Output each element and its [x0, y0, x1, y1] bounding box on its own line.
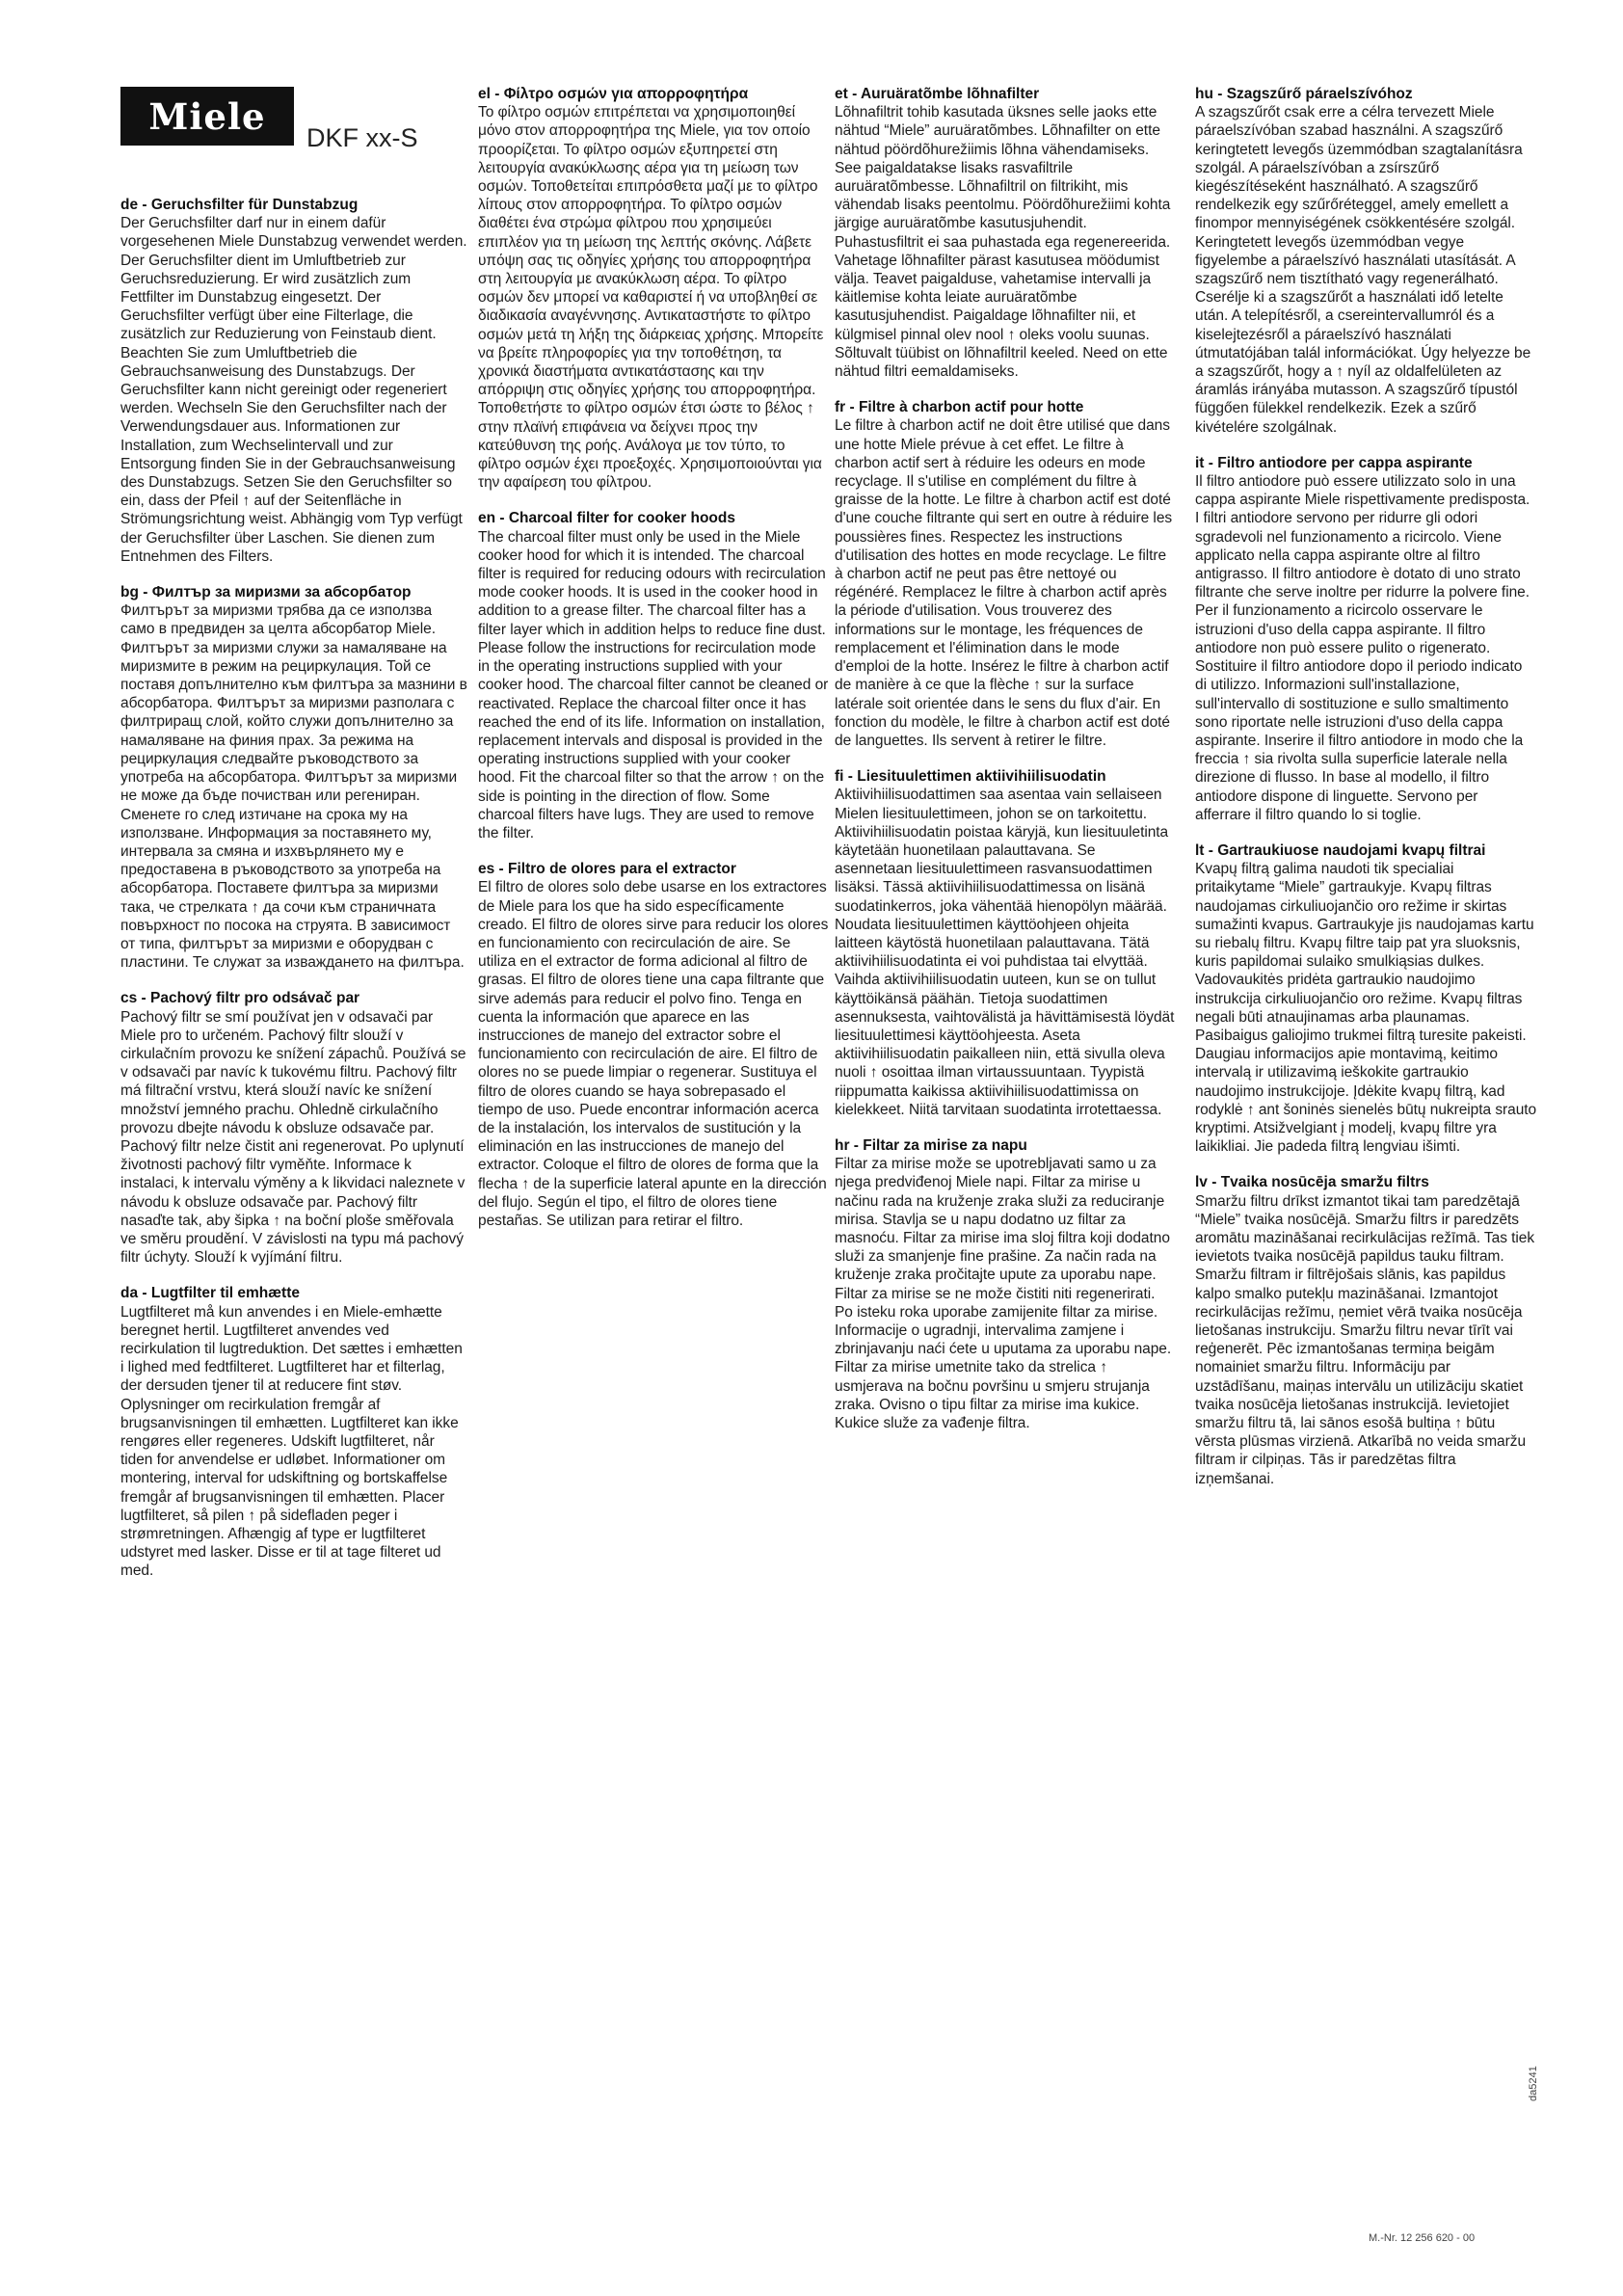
section-hr: [835, 1136, 1177, 1432]
section-title: hu - Szagszűrő páraelszívóhoz: [1195, 86, 1413, 102]
section-text: Kvapų filtrą galima naudoti tik specialiai pritaikytame “Miele” gartraukyje. Kvapų filtras naudojamas cirkuliuojančio oro režime ir skirtas sumažinti kvapus. Gartraukyje jis naudojamas kartu su riebalų filtru. Kvapų filtre taip pat yra sluoksnis, kuris papildomai sulaiko smulkiąsias dulkes. Vadovaukitės pridėta gartraukio naudojimo instrukcija cirkuliuojančio oro režime. Kvapų filtras negali būti atnaujinamas arba plaunamas. Pasibaigus galiojimo trukmei filtrą turesite pakeisti. Daugiau informacijos apie montavimą, keitimo intervalą ir utilizavimą ieškokite gartraukio naudojimo instrukcijoje. Įdėkite kvapų filtrą, kad rodyklė ↑ ant šoninės sienelės būtų nukreipta srauto kryptimi. Atsižvelgiant į modelį, kvapų filtre yra laikikliai. Jie padeda filtrą lengviau išimti.: [1195, 861, 1537, 1156]
section-text: Le filtre à charbon actif ne doit être utilisé que dans une hotte Miele prévue à cet effet. Le filtre à charbon actif sert à réduire les odeurs en mode recyclage. Il s'utilise en complément du filtre à graisse de la hotte. Le filtre à charbon actif est doté d'une couche filtrante qui sert en outre à réduire les poussières fines. Respectez les instructions d'utilisation des hottes en mode recyclage. Le filtre à charbon actif ne peut pas être nettoyé ou régénéré. Remplacez le filtre à charbon actif après la période d'utilisation. Vous trouverez des informations sur le montage, les fréquences de remplacement et l'élimination dans le mode d'emploi de la hotte. Insérez le filtre à charbon actif de manière à ce que la flèche ↑ sur la surface latérale soit orientée dans le sens du flux d'air. En fonction du modèle, le filtre à charbon actif est doté de languettes. Ils servent à retirer le filtre.: [835, 417, 1173, 749]
section-text: Lugtfilteret må kun anvendes i en Miele-emhætte beregnet hertil. Lugtfilteret anvendes ved recirkulation til lugtreduktion. Det sættes i emhætten i lighed med fedtfilteret. Lugtfilteret har et filterlag, der dersuden tjener til at reducere fint støv. Oplysninger om recirkulation fremgår af brugsanvisningen til emhætten. Lugtfilteret kan ikke rengøres eller regeneres. Udskift lugtfilteret, når tiden for anvendelse er udløbet. Informationer om montering, interval for udskiftning og bortskaffelse fremgår af brugsanvisningen til emhætten. Placer lugtfilteret, så pilen ↑ på sidefladen peger i strømretningen. Afhængig af type er lugtfilteret udstyret med lasker. Disse er til at tage filteret ud med.: [120, 1303, 463, 1580]
section-title: es - Filtro de olores para el extractor: [478, 861, 736, 878]
section-text: El filtro de olores solo debe usarse en los extractores de Miele para los que ha sido específicamente creado. El filtro de olores sirve para reducir los olores en funcionamiento con recirculación de aire. Se utiliza en el extractor de forma adicional al filtro de grasas. El filtro de olores tiene una capa filtrante que sirve además para reducir el polvo fino. Tenga en cuenta la información que aparece en las instrucciones de manejo del extractor sobre el funcionamiento con recirculación de aire. El filtro de olores no se puede limpiar o regenerar. Sustituya el filtro de olores cuando se haya sobrepasado el tiempo de uso. Puede encontrar información acerca de la instalación, los intervalos de sustitución y la eliminación en las instrucciones de manejo del extractor. Coloque el filtro de olores de forma que la flecha ↑ de la superficie lateral apunte en la dirección del flujo. Según el tipo, el filtro de olores tiene pestañas. Se utilizan para retirar el filtro.: [478, 879, 829, 1229]
section-lv: [1195, 1173, 1537, 1487]
document-code: da5241: [1528, 2066, 1539, 2101]
section-title: fr - Filtre à charbon actif pour hotte: [835, 399, 1084, 416]
section-lt: [1195, 841, 1537, 1156]
section-text: A szagszűrőt csak erre a célra tervezett Miele páraelszívóban szabad használni. A szagszűrő keringtetett levegős üzemmódban szagtalanításra szolgál. A páraelszívóban a zsírszűrő kiegészítéseként használható. A szagszűrő rendelkezik egy szűrőréteggel, amely emellett a finompor mennyiségének csökkentésére szolgál. Keringtetett levegős üzemmódban vegye figyelembe a páraelszívó használati utasítását. A szagszűrő nem tisztítható vagy regenerálható. Cserélje ki a szagszűrőt a használati idő letelte után. A telepítésről, a csereintervallumról és a kiselejtezésről a páraelszívó használati útmutatójában talál információkat. Úgy helyezze be a szagszűrőt, hogy a ↑ nyíl az oldalfelületen az áramlás irányába mutasson. A szagszűrő típustól függően fülekkel rendelkezik. Ezek a szűrő kivételére szolgálnak.: [1195, 104, 1531, 436]
column-1: [120, 196, 467, 1598]
section-text: The charcoal filter must only be used in the Miele cooker hood for which it is intended. The charcoal filter is required for reducing odours with recirculation mode cooker hoods. It is used in the cooker hood in addition to a grease filter. The charcoal filter has a filter layer which in addition helps to reduce fine dust. Please follow the instructions for recirculation mode in the operating instructions supplied with your cooker hood. The charcoal filter cannot be cleaned or reactivated. Replace the charcoal filter once it has reached the end of its life. Information on installation, replacement intervals and disposal is provided in the operating instructions supplied with your cooker hood. Fit the charcoal filter so that the arrow ↑ on the side is pointing in the direction of flow. Some charcoal filters have lugs. They are used to remove the filter.: [478, 528, 829, 841]
section-it: [1195, 454, 1537, 824]
column-2: [478, 85, 830, 1247]
section-text: Lõhnafiltrit tohib kasutada üksnes selle jaoks ette nähtud “Miele” auruäratõmbes. Lõhnafilter on ette nähtud pöördõhurežiimis lõhna vähendamiseks. See paigaldatakse lisaks rasvafiltrile auruäratõmbesse. Lõhnafiltril on filtrikiht, mis vähendab lisaks peentolmu. Pöördõhurežiimi kohta järgige auruäratõmbe kasutusjuhendit. Puhastusfiltrit ei saa puhastada ega regenereerida. Vahetage lõhnafilter pärast kasutusea möödumist välja. Teavet paigalduse, vahetamise intervalli ja käitlemise kohta leiate auruäratõmbe kasutusjuhendist. Paigaldage lõhnafilter nii, et külgmisel pinnal olev nool ↑ oleks voolu suunas. Sõltuvalt tüübist on lõhnafiltril keeled. Need on ette nähtud filtri eemaldamiseks.: [835, 104, 1171, 381]
section-title: cs - Pachový filtr pro odsávač par: [120, 990, 360, 1007]
section-text: Filtar za mirise može se upotrebljavati samo u za njega predviđenoj Miele napi. Filtar za mirise u načinu rada na kruženje zraka služi za reduciranje mirisa. Stavlja se u napu dodatno uz filtar za masnoću. Filtar za mirise ima sloj filtra koji dodatno služi za smanjenje fine prašine. Za način rada na kruženje zraka pročitajte upute za uporabu nape. Filtar za mirise se ne može čistiti niti regenerirati. Po isteku roka uporabe zamijenite filtar za mirise. Informacije o ugradnji, intervalima zamjene i zbrinjavanju naći ćete u uputama za uporabu nape. Filtar za mirise umetnite tako da strelica ↑ usmjerava na bočnu površinu u smjeru strujanja zraka. Ovisno o tipu filtar za mirise ima kukice. Kukice služe za vađenje filtra.: [835, 1156, 1172, 1432]
section-et: [835, 85, 1177, 381]
section-fi: [835, 767, 1177, 1119]
section-es: [478, 860, 830, 1230]
section-title: bg - Филтър за миризми за абсорбатор: [120, 584, 412, 601]
section-text: Il filtro antiodore può essere utilizzato solo in una cappa aspirante Miele rispettivamente predisposta. I filtri antiodore servono per ridurre gli odori sgradevoli nel funzionamento a ricircolo. Viene applicato nella cappa aspirante oltre al filtro antigrasso. Il filtro antiodore è dotato di uno strato filtrante che serve inoltre per ridurre la polvere fine. Per il funzionamento a ricircolo osservare le istruzioni d'uso della cappa aspirante. Il filtro antiodore non può essere pulito o rigenerato. Sostituire il filtro antiodore dopo il periodo indicato di utilizzo. Informazioni sull'installazione, sull'intervallo di sostituzione e sullo smaltimento sono riportate nelle istruzioni d'uso della cappa aspirante. Inserire il filtro antiodore in modo che la freccia ↑ sia rivolta sulla superficie laterale nella direzione di flusso. In base al modello, il filtro antiodore dispone di linguette. Servono per afferrare il filtro quando lo si toglie.: [1195, 473, 1530, 823]
section-de: [120, 196, 467, 566]
section-text: Smaržu filtru drīkst izmantot tikai tam paredzētajā “Miele” tvaika nosūcējā. Smaržu filtrs ir paredzēts aromātu mazināšanai recirkulācijas režīmā. Tas tiek ievietots tvaika nosūcējā papildus tauku filtram. Smaržu filtram ir filtrējošais slānis, kas papildus kalpo smalko putekļu mazināšanai. Izmantojot recirkulācijas režīmu, ņemiet vērā tvaika nosūcēja lietošanas instrukciju. Smaržu filtru nevar tīrīt vai reģenerēt. Pēc izmantošanas termiņa beigām nomainiet smaržu filtru. Informāciju par uzstādīšanu, maiņas intervālu un utilizāciju skatiet tvaika nosūcēja lietošanas instrukcijā. Ievietojiet smaržu filtru tā, lai sānos esošā bultiņa ↑ būtu vērsta plūsmas virzienā. Atkarībā no veida smaržu filtram ir cilpiņas. Tās ir paredzētas filtra izņemšanai.: [1195, 1192, 1535, 1487]
section-title: en - Charcoal filter for cooker hoods: [478, 510, 735, 527]
section-text: Pachový filtr se smí používat jen v odsavači par Miele pro to určeném. Pachový filtr slouží v cirkulačním provozu ke snížení zápachů. Používá se v odsavači par navíc k tukovému filtru. Pachový filtr má filtrační vrstvu, která slouží navíc ke snížení množství jemného prachu. Ohledně cirkulačního provozu dbejte návodu k obsluze odsavače par. Pachový filtr nelze čistit ani regenerovat. Po uplynutí životnosti pachový filtr vyměňte. Informace k instalaci, k intervalu výměny a k likvidaci naleznete v návodu k obsluze odsavače par. Pachový filtr nasaďte tak, aby šipka ↑ na boční ploše směřovala ve směru proudění. V závislosti na typu má pachový filtr úchyty. Slouží k vyjímání filtru.: [120, 1008, 466, 1267]
column-4: [1195, 85, 1537, 1506]
section-hu: [1195, 85, 1537, 437]
section-da: [120, 1284, 467, 1580]
section-text: Το φίλτρο οσμών επιτρέπεται να χρησιμοποιηθεί μόνο στον απορροφητήρα της Miele, για τον οποίο προορίζεται. Το φίλτρο οσμών εξυπηρετεί στη λειτουργία ανακύκλωσης αέρα για τη μείωση των οσμών. Τοποθετείται επιπρόσθετα μαζί με το φίλτρο λίπους στον απορροφητήρα. Το φίλτρο οσμών διαθέτει ένα στρώμα φίλτρου που χρησιμεύει επιπλέον για τη μείωση της λεπτής σκόνης. Λάβετε υπόψη σας τις οδηγίες χρήσης του απορροφητήρα στη λειτουργία με ανακύκλωση αέρα. Το φίλτρο οσμών δεν μπορεί να καθαριστεί ή να υποβληθεί σε διαδικασία αναγέννησης. Αντικαταστήστε το φίλτρο οσμών μετά τη λήξη της διάρκειας χρήσης. Μπορείτε να βρείτε πληροφορίες για την τοποθέτηση, τα χρονικά διαστήματα αντικατάστασης και την απόρριψη στις οδηγίες χρήσης του απορροφητήρα. Τοποθετήστε το φίλτρο οσμών έτσι ώστε το βέλος ↑ στην πλαϊνή επιφάνεια να δείχνει προς την κατεύθυνση της ροής. Ανάλογα με τον τύπο, το φίλτρο οσμών έχει προεξοχές. Χρησιμοποιούνται για την αφαίρεση του φίλτρου.: [478, 104, 824, 492]
section-el: [478, 85, 830, 492]
section-text: Филтърът за миризми трябва да се използва само в предвиден за целта абсорбатор Miele. Филтърът за миризми служи за намаляване на миризмите в режим на рециркулация. Той се поставя допълнително към филтъра за мазнини в абсорбатора. Филтърът за миризми разполага с филтриращ слой, който служи допълнително за намаляване на финия прах. За режима на рециркулация следвайте ръководството за употреба на абсорбатора. Филтърът за миризми не може да бъде почистван или регениран. Сменете го след изтичане на срока му на използване. Информация за поставянето му, интервала за смяна и изхвърлянето му е предоставена в ръководството за употреба на абсорбатора. Поставете филтъра за миризми така, че стрелката ↑ да сочи към страничната повърхност по посока на струята. В зависимост от типа, филтърът за миризми е оборудван с пластини. Те служат за изваждането на филтъра.: [120, 602, 467, 972]
section-text: Aktiivihiilisuodattimen saa asentaa vain sellaiseen Mielen liesituulettimeen, johon se on tarkoitettu. Aktiivihiilisuodatin poistaa käryjä, kun liesituuletinta käytetään huonetilaan palauttavana. Se asennetaan liesituulettimeen rasvansuodattimen lisäksi. Tässä aktiivihiilisuodattimessa on lisänä suodatinkerros, joka vähentää hienopölyn määrää. Noudata liesituulettimen käyttöohjeen ohjeita laitteen käytöstä huonetilaan palauttavana. Tätä aktiivihiilisuodatinta ei voi puhdistaa tai elvyttää. Vaihda aktiivihiilisuodatin uuteen, kun se on tullut käyttöikänsä päähän. Tietoja suodattimen asennuksesta, vaihtovälistä ja hävittämisestä löydät liesituulettimesi käyttöohjeesta. Aseta aktiivihiilisuodatin paikalleen niin, että sivulla oleva nuoli ↑ osoittaa ilman virtaussuuntaan. Tyypistä riippumatta kaikissa aktiivihiilisuodattimissa on kielekkeet. Niitä tarvitaan suodatinta irrotettaessa.: [835, 787, 1175, 1118]
section-en: [478, 509, 830, 842]
section-title: el - Φίλτρο οσμών για απορροφητήρα: [478, 86, 749, 102]
material-number: M.-Nr. 12 256 620 - 00: [1369, 2232, 1476, 2244]
section-bg: [120, 583, 467, 972]
section-title: fi - Liesituulettimen aktiivihiilisuodatin: [835, 768, 1106, 786]
section-fr: [835, 398, 1177, 750]
section-title: et - Auruäratõmbe lõhnafilter: [835, 86, 1040, 102]
section-title: it - Filtro antiodore per cappa aspirante: [1195, 454, 1473, 471]
miele-logo: Miele: [120, 87, 294, 146]
section-text: Der Geruchsfilter darf nur in einem dafür vorgesehenen Miele Dunstabzug verwendet werden. Der Geruchsfilter dient im Umluftbetrieb zur Geruchsreduzierung. Er wird zusätzlich zum Fettfilter im Dunstabzug eingesetzt. Der Geruchsfilter verfügt über eine Filterlage, die zusätzlich zur Reduzierung von Feinstaub dient. Beachten Sie zum Umluftbetrieb die Gebrauchsanweisung des Dunstabzugs. Der Geruchsfilter kann nicht gereinigt oder regeneriert werden. Wechseln Sie den Geruchsfilter nach der Verwendungsdauer aus. Informationen zur Installation, zum Wechselintervall und zur Entsorgung finden Sie in der Gebrauchsanweisung des Dunstabzugs. Setzen Sie den Geruchsfilter so ein, dass der Pfeil ↑ auf der Seitenfläche in Strömungsrichtung weist. Abhängig vom Typ verfügt der Geruchsfilter über Laschen. Sie dienen zum Entnehmen des Filters.: [120, 215, 467, 565]
section-title: de - Geruchsfilter für Dunstabzug: [120, 197, 359, 213]
section-title: hr - Filtar za mirise za napu: [835, 1136, 1027, 1154]
section-title: lt - Gartraukiuose naudojami kvapų filtrai: [1195, 841, 1486, 859]
section-cs: [120, 989, 467, 1267]
section-title: da - Lugtfilter til emhætte: [120, 1285, 300, 1302]
section-title: lv - Tvaika nosūcēja smaržu filtrs: [1195, 1174, 1429, 1191]
column-3: [835, 85, 1177, 1450]
model-designation: DKF xx-S: [306, 123, 418, 152]
